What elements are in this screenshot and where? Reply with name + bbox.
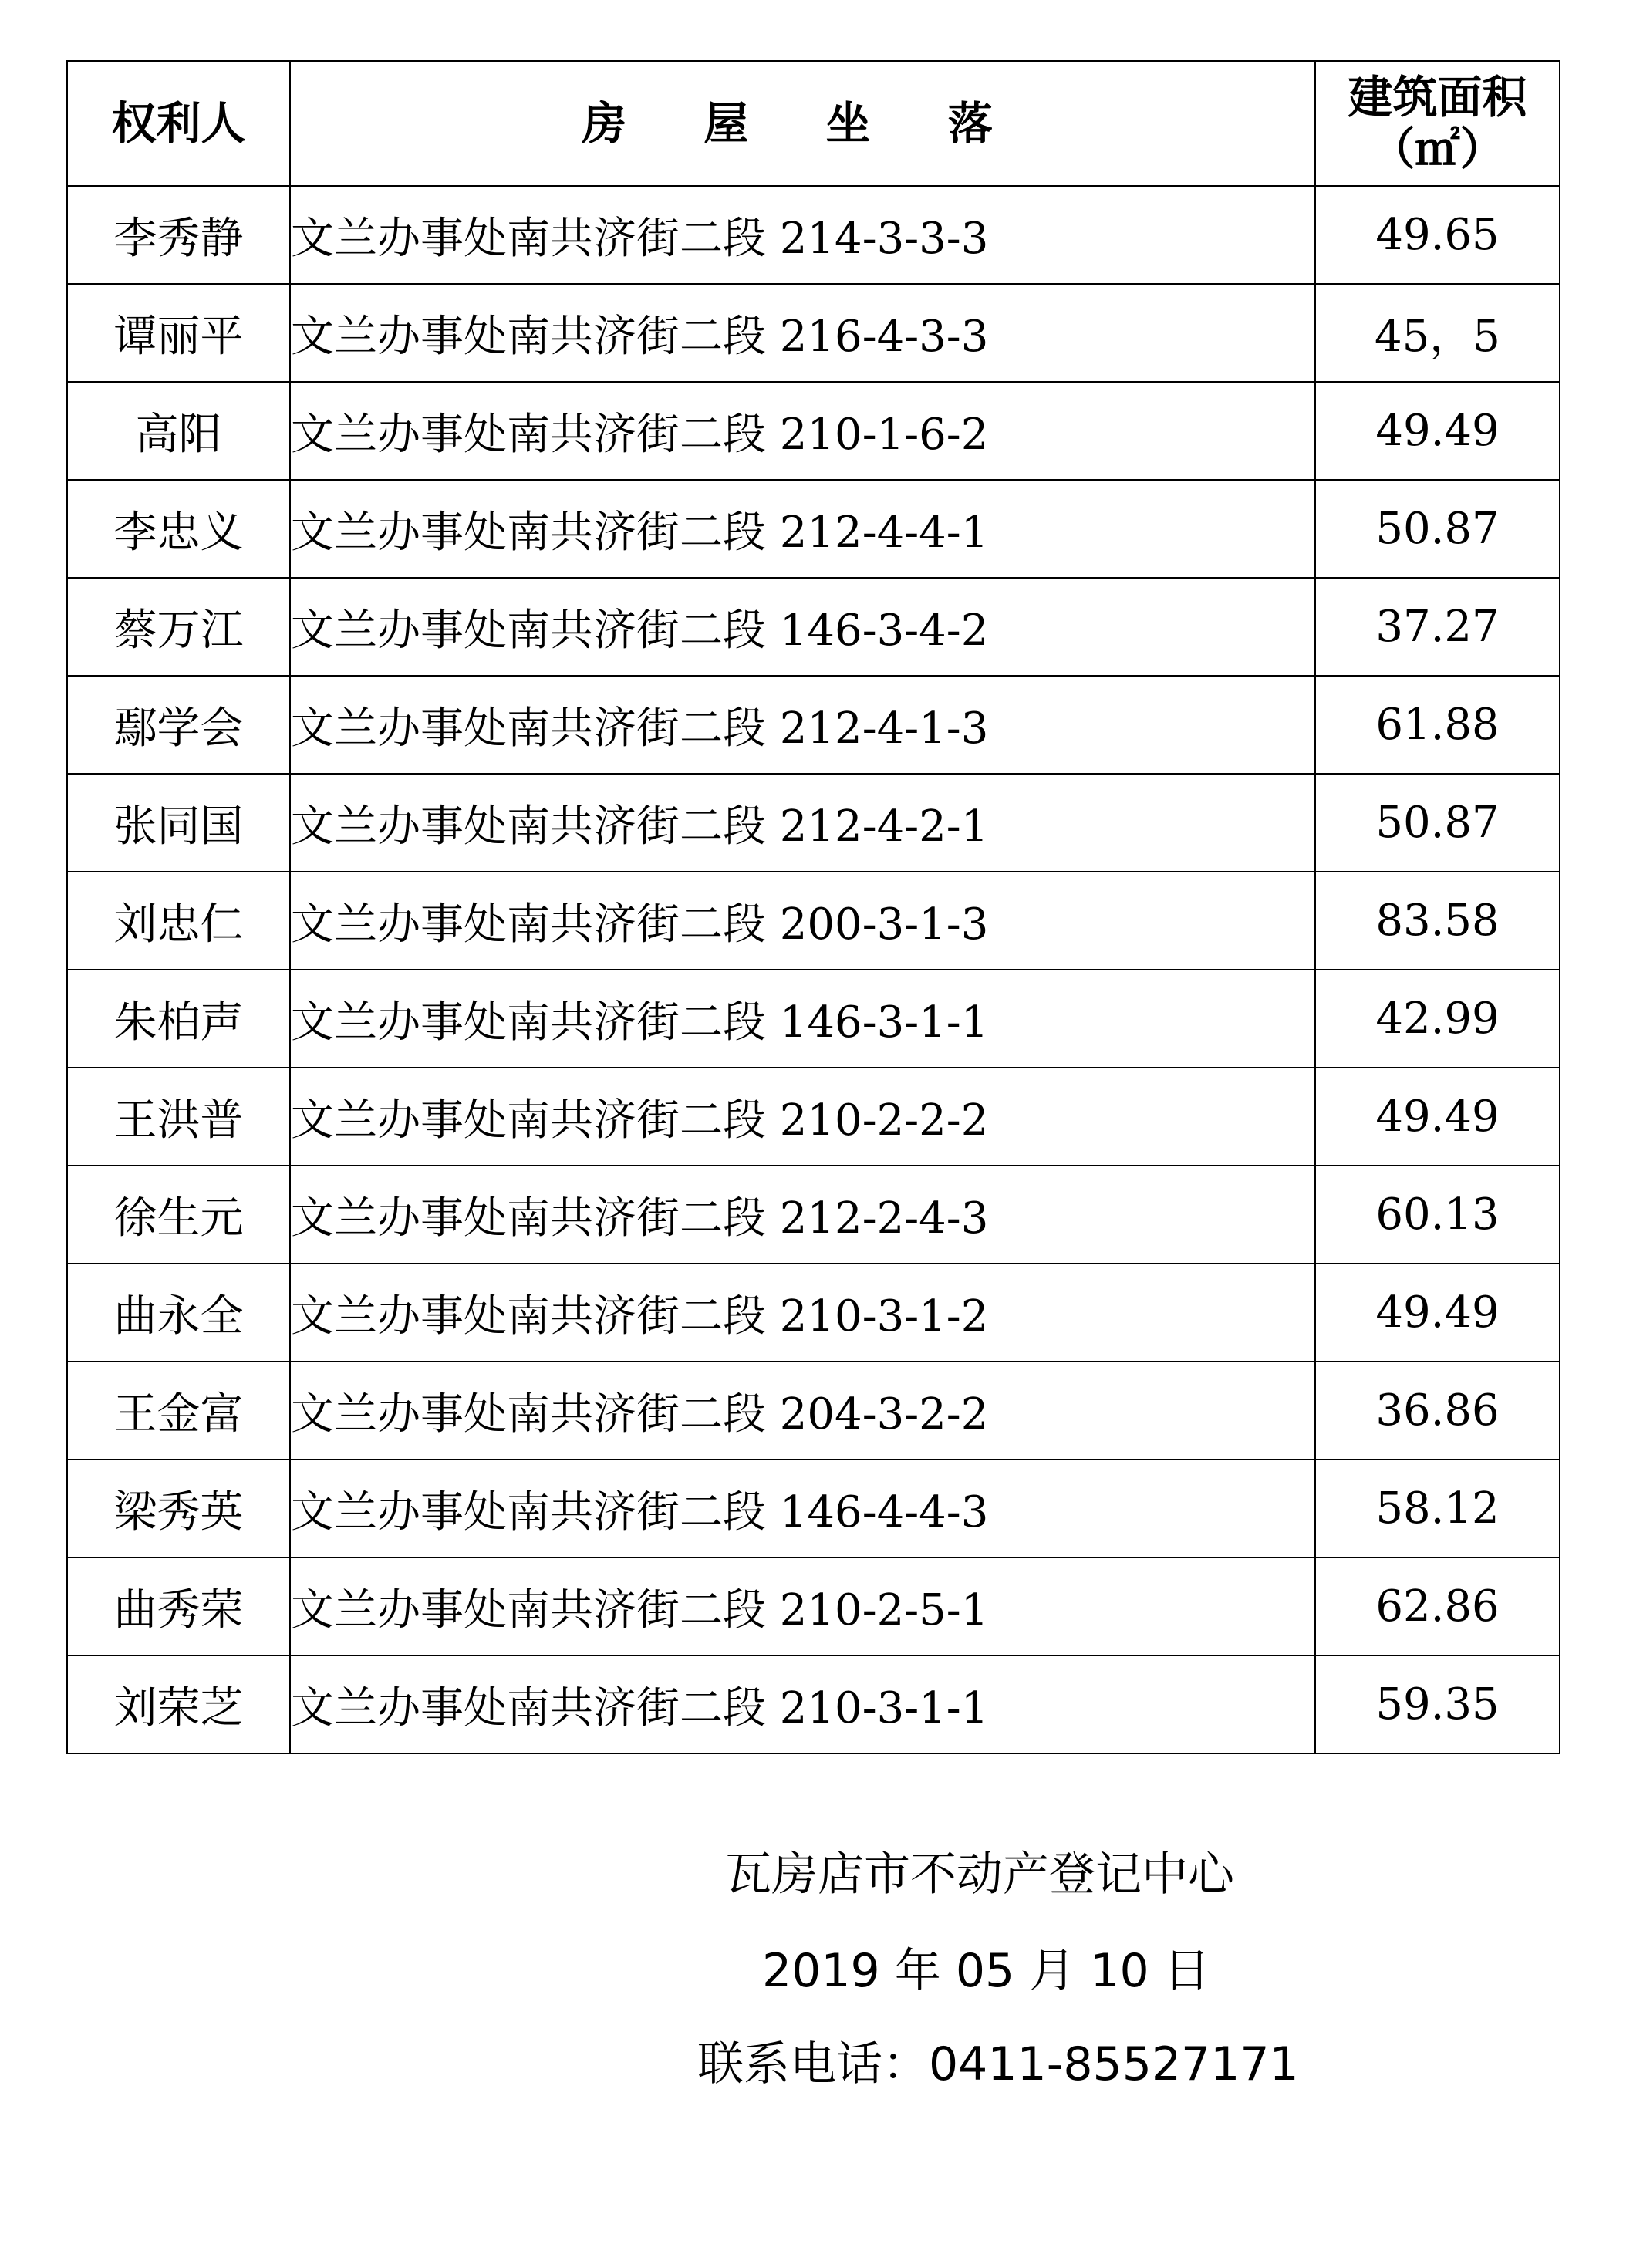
table-row: [67, 1166, 1560, 1264]
address-cell: 文兰办事处南共济街二段 200-3-1-3: [290, 872, 1315, 970]
table-row: [67, 480, 1560, 578]
header-area-label: 建筑面积: [1348, 71, 1527, 124]
address-cell: 文兰办事处南共济街二段 146-4-4-3: [290, 1460, 1315, 1558]
area-cell: 58.12: [1315, 1460, 1560, 1558]
owner-cell: 李忠义: [67, 480, 290, 578]
address-cell: 文兰办事处南共济街二段 146-3-1-1: [290, 970, 1315, 1068]
table-row: [67, 1264, 1560, 1362]
address-cell: 文兰办事处南共济街二段 212-4-1-3: [290, 676, 1315, 774]
area-cell: 42.99: [1315, 970, 1560, 1068]
owner-cell: 高阳: [67, 382, 290, 480]
area-cell: 59.35: [1315, 1655, 1560, 1753]
table-row: [67, 774, 1560, 872]
owner-cell: 王洪普: [67, 1068, 290, 1166]
table-row: [67, 1362, 1560, 1460]
table-row: [67, 186, 1560, 284]
address-cell: 文兰办事处南共济街二段 210-2-5-1: [290, 1558, 1315, 1655]
owner-cell: 王金富: [67, 1362, 290, 1460]
area-cell: 49.49: [1315, 382, 1560, 480]
owner-cell: 刘忠仁: [67, 872, 290, 970]
owner-cell: 朱柏声: [67, 970, 290, 1068]
header-area: [1315, 61, 1560, 186]
address-cell: 文兰办事处南共济街二段 212-4-4-1: [290, 480, 1315, 578]
area-cell: 49.65: [1315, 186, 1560, 284]
table-row: [67, 872, 1560, 970]
owner-cell: 曲秀荣: [67, 1558, 290, 1655]
area-cell: 49.49: [1315, 1068, 1560, 1166]
address-cell: 文兰办事处南共济街二段 204-3-2-2: [290, 1362, 1315, 1460]
table-row: [67, 1655, 1560, 1753]
address-cell: 文兰办事处南共济街二段 214-3-3-3: [290, 186, 1315, 284]
table-header-row: [67, 61, 1560, 186]
owner-cell: 曲永全: [67, 1264, 290, 1362]
area-cell: 37.27: [1315, 578, 1560, 676]
address-cell: 文兰办事处南共济街二段 210-3-1-1: [290, 1655, 1315, 1753]
owner-cell: 谭丽平: [67, 284, 290, 382]
owner-cell: 梁秀英: [67, 1460, 290, 1558]
issuing-organization: 瓦房店市不动产登记中心: [725, 1848, 1234, 1902]
area-cell: 50.87: [1315, 774, 1560, 872]
area-cell: 62.86: [1315, 1558, 1560, 1655]
table-row: [67, 676, 1560, 774]
address-cell: 文兰办事处南共济街二段 216-4-3-3: [290, 284, 1315, 382]
table-row: [67, 578, 1560, 676]
owner-cell: 徐生元: [67, 1166, 290, 1264]
address-cell: 文兰办事处南共济街二段 210-3-1-2: [290, 1264, 1315, 1362]
contact-phone: 联系电话：0411-85527171: [697, 2037, 1299, 2091]
area-cell: 83.58: [1315, 872, 1560, 970]
header-area-unit: （㎡）: [1370, 123, 1505, 175]
header-address-label: 房 屋 坐 落: [582, 96, 1024, 150]
header-address: [290, 61, 1315, 186]
table-row: [67, 1460, 1560, 1558]
owner-cell: 张同国: [67, 774, 290, 872]
table-row: [67, 1068, 1560, 1166]
area-cell: 49.49: [1315, 1264, 1560, 1362]
header-owner: 权利人: [67, 61, 290, 186]
table-row: [67, 284, 1560, 382]
area-cell: 61.88: [1315, 676, 1560, 774]
address-cell: 文兰办事处南共济街二段 210-1-6-2: [290, 382, 1315, 480]
owner-cell: 李秀静: [67, 186, 290, 284]
address-cell: 文兰办事处南共济街二段 212-2-4-3: [290, 1166, 1315, 1264]
property-registry-table: [66, 60, 1560, 1754]
area-cell: 45，5: [1315, 284, 1560, 382]
owner-cell: 刘荣芝: [67, 1655, 290, 1753]
address-cell: 文兰办事处南共济街二段 212-4-2-1: [290, 774, 1315, 872]
table-row: [67, 1558, 1560, 1655]
address-cell: 文兰办事处南共济街二段 146-3-4-2: [290, 578, 1315, 676]
area-cell: 60.13: [1315, 1166, 1560, 1264]
area-cell: 50.87: [1315, 480, 1560, 578]
table-row: [67, 970, 1560, 1068]
owner-cell: 鄢学会: [67, 676, 290, 774]
address-cell: 文兰办事处南共济街二段 210-2-2-2: [290, 1068, 1315, 1166]
area-cell: 36.86: [1315, 1362, 1560, 1460]
table-row: [67, 382, 1560, 480]
issue-date: 2019 年 05 月 10 日: [762, 1944, 1210, 1998]
owner-cell: 蔡万江: [67, 578, 290, 676]
